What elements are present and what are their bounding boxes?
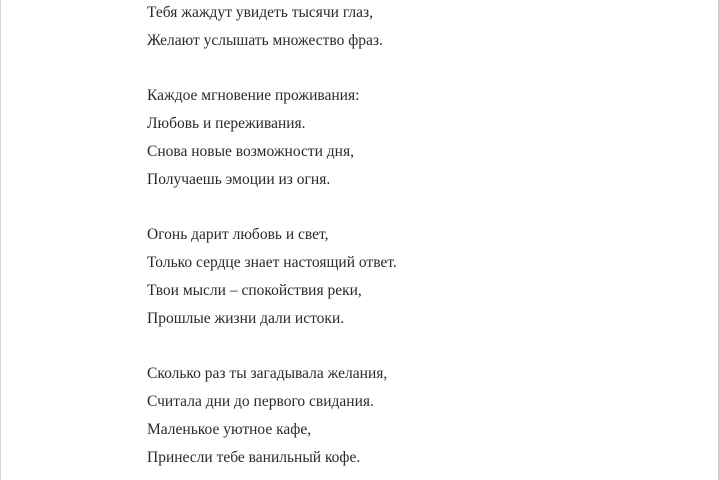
poem-line: Тебя жаждут увидеть тысячи глаз, (147, 4, 374, 21)
poem-line: Считала дни до первого свидания. (147, 393, 374, 411)
page-left-edge (0, 0, 1, 480)
poem-line: Желают услышать множество фраз. (147, 31, 383, 49)
poem-line: Маленькое уютное кафе, (147, 420, 312, 438)
poem-line: Сколько раз ты загадывала желания, (147, 365, 388, 383)
poem-line: Принесли тебе ванильный кофе. (147, 448, 361, 466)
poem-line: Получаешь эмоции из огня. (147, 170, 331, 188)
poem-line: Огонь дарит любовь и свет, (147, 226, 329, 244)
poem-line: Только сердце знает настоящий ответ. (147, 254, 397, 272)
poem-line: Каждое мгновение проживания: (147, 87, 360, 105)
poem-line: Любовь и переживания. (147, 115, 306, 133)
poem-text (147, 0, 397, 472)
poem-line: Твои мысли – спокойствия реки, (147, 281, 362, 299)
stanza-3 (147, 221, 397, 332)
poem-line: Снова новые возможности дня, (147, 142, 354, 160)
stanza-1 (147, 0, 397, 55)
stanza-4 (147, 360, 397, 471)
poem-line: Прошлые жизни дали истоки. (147, 309, 345, 327)
stanza-2 (147, 82, 397, 193)
